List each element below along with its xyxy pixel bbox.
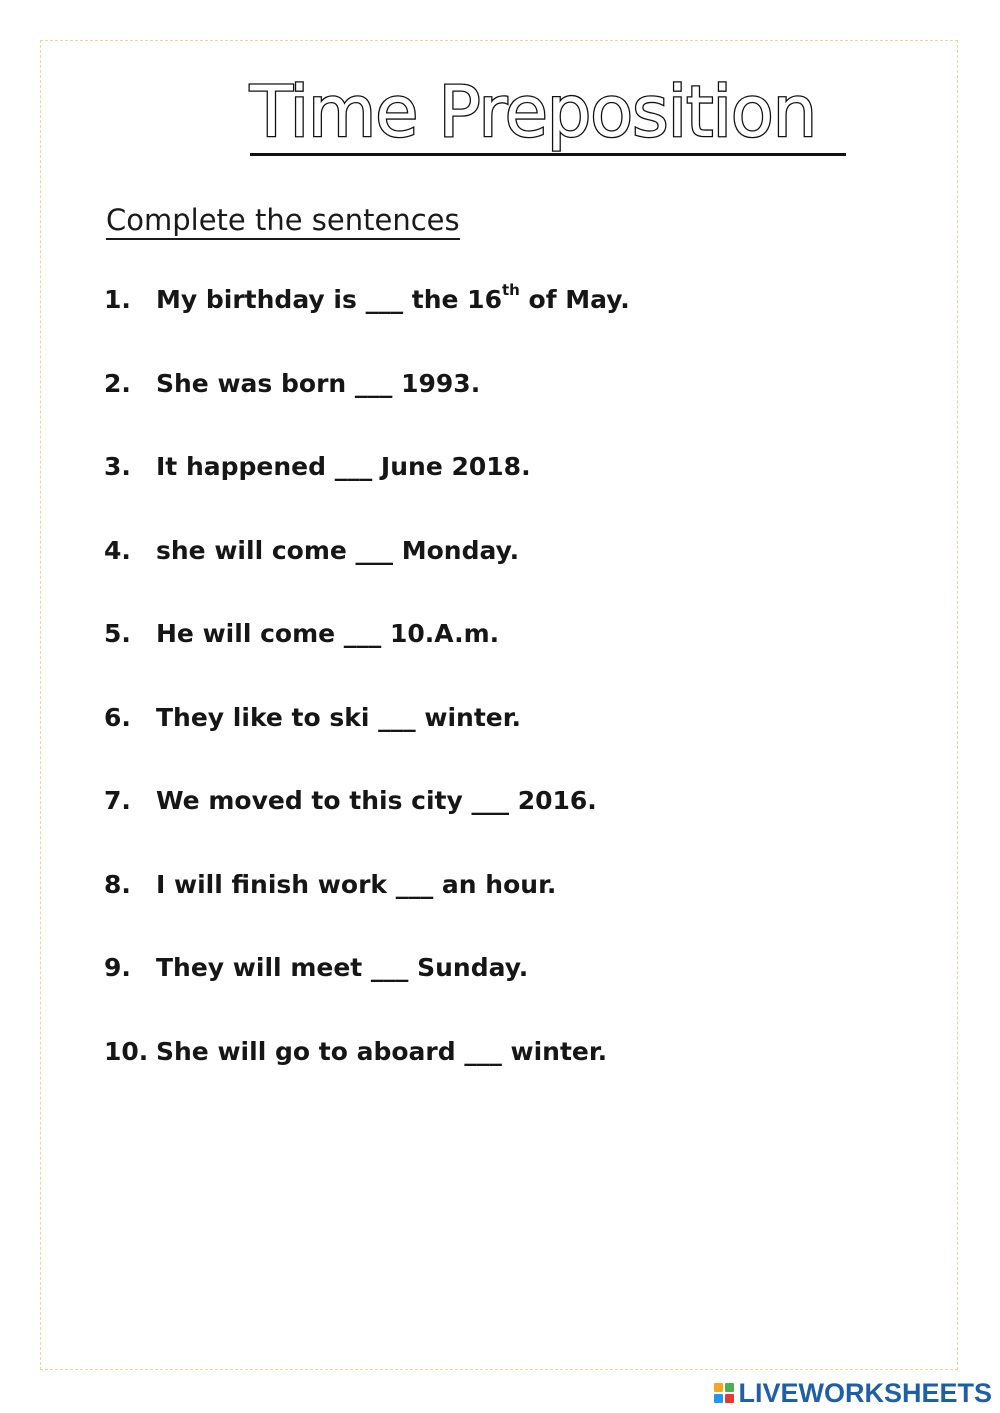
item-number: 4. [104, 535, 131, 565]
item-superscript: th [501, 280, 520, 299]
item-number: 8. [104, 869, 131, 899]
liveworksheets-logo-icon [714, 1383, 734, 1403]
item-number: 1. [104, 285, 131, 314]
item-text [156, 282, 630, 318]
item-number: 3. [104, 452, 131, 481]
sentence-list [104, 282, 630, 1117]
worksheet-title: Time Preposition [250, 71, 817, 153]
item-text: They like to ski ___ winter. [156, 702, 522, 732]
item-text: They will meet ___ Sunday. [156, 953, 529, 982]
item-number: 2. [104, 368, 131, 398]
item-number: 5. [104, 619, 131, 648]
item-number: 10. [104, 1036, 149, 1066]
title-underline [250, 153, 846, 156]
list-item [104, 867, 630, 951]
item-number: 7. [104, 786, 131, 815]
list-item [104, 366, 630, 450]
item-text-after: of May. [519, 285, 630, 314]
list-item [104, 950, 630, 1034]
liveworksheets-logo[interactable] [714, 1379, 992, 1407]
list-item [104, 783, 630, 867]
list-item [104, 700, 630, 784]
item-text: He will come ___ 10.A.m. [156, 619, 500, 648]
item-text-before: My birthday is ___ the 16 [156, 285, 502, 314]
list-item [104, 282, 630, 366]
item-text: She was born ___ 1993. [156, 368, 481, 398]
list-item [104, 616, 630, 700]
item-number: 9. [104, 953, 131, 982]
item-text: she will come ___ Monday. [156, 535, 520, 565]
list-item [104, 449, 630, 533]
list-item [104, 1034, 630, 1118]
item-text: She will go to aboard ___ winter. [156, 1036, 608, 1066]
item-text: We moved to this city ___ 2016. [156, 786, 597, 815]
item-text: It happened ___ June 2018. [156, 452, 531, 481]
item-text: I will finish work ___ an hour. [156, 869, 557, 899]
item-number: 6. [104, 702, 131, 732]
list-item [104, 533, 630, 617]
instruction-text: Complete the sentences [106, 202, 460, 240]
logo-text: LIVEWORKSHEETS [738, 1377, 992, 1408]
